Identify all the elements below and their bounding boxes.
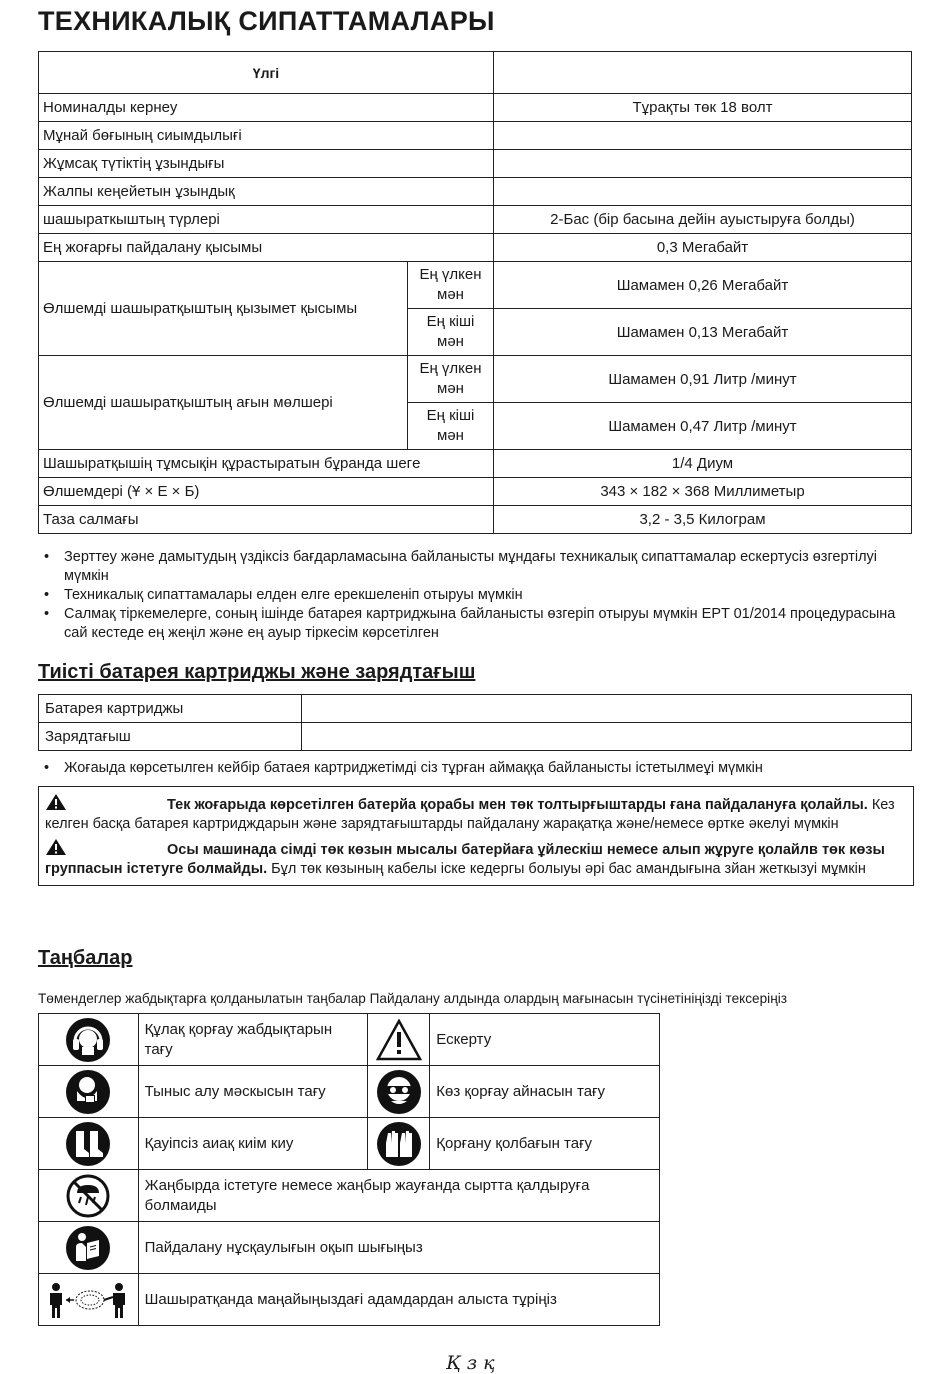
- spec-sub-label: Ең кіші мән: [408, 403, 494, 450]
- spec-label: Шашыратқышің тұмсықін құрастыратын бұранда шегe: [39, 450, 494, 478]
- warning-box: [38, 786, 914, 886]
- no-rain-icon: [65, 1173, 111, 1219]
- spec-label: Ең жоғарғы пайдалану қысымы: [39, 234, 494, 262]
- spec-sub-label: Ең кіші мән: [408, 309, 494, 356]
- spec-value: 0,3 Мегабайт: [494, 234, 912, 262]
- symbol-cell: [39, 1170, 139, 1222]
- ear-protection-icon: [65, 1017, 111, 1063]
- spec-value: [494, 150, 912, 178]
- safety-boots-icon: [65, 1121, 111, 1167]
- battery-table: [38, 694, 912, 751]
- warning-text: Бұл төк көзының кабелы іске кедергы болыуы әрі бас амандығына зйан жеткызуі мұмкін: [267, 861, 866, 877]
- page-title: ТЕХНИКАЛЫҚ СИПАТТАМАЛАРЫ: [38, 6, 495, 36]
- spec-label: Номиналды кернеу: [39, 94, 494, 122]
- symbol-text: Қауіпсіз аиақ киім киу: [138, 1118, 368, 1170]
- warning-paragraph: [45, 793, 909, 834]
- eye-protection-icon: [376, 1069, 422, 1115]
- spec-value: Шамамен 0,13 Мегабайт: [494, 309, 912, 356]
- spec-value: 1/4 Диум: [494, 450, 912, 478]
- battery-label: Батарея картриджы: [39, 695, 302, 723]
- warning-triangle-icon: [376, 1019, 422, 1061]
- spec-header-label: Үлгі: [39, 52, 494, 94]
- spec-table: [38, 51, 912, 534]
- warning-text: Кез келген басқа батарея картридждарын және зарядтағыштарды пайдалану жарақатқа және/немесе өртке әкелуі мүмкін: [45, 797, 895, 832]
- gloves-icon: [376, 1121, 422, 1167]
- warning-bold: Осы машинада сімді төк көзын мысалы батерйаға ұйлескіш немесе алып жұруге қолайлв төк көзы группасын істетуге болмайды.: [45, 842, 885, 877]
- spec-label: шашыраткыштың түрлері: [39, 206, 494, 234]
- symbol-text: Ескерту: [430, 1014, 660, 1066]
- warning-triangle-icon: [45, 838, 67, 856]
- spec-value: Тұрақты төк 18 волт: [494, 94, 912, 122]
- symbol-cell: [39, 1274, 139, 1326]
- symbol-text: Құлақ қорғау жабдықтарын тағу: [138, 1014, 368, 1066]
- symbol-cell: [368, 1118, 430, 1170]
- spec-label: Өлшемдері (Ұ × Е × Б): [39, 478, 494, 506]
- symbols-table: [38, 1013, 660, 1326]
- spec-value: Шамамен 0,91 Литр /минут: [494, 356, 912, 403]
- respirator-icon: [65, 1069, 111, 1115]
- spec-value: [494, 178, 912, 206]
- spec-sub-label: Ең үлкен мән: [408, 262, 494, 309]
- warning-paragraph: [45, 838, 909, 879]
- symbols-intro: Төмендеглер жабдықтарға қолданылатын таңбалар Пайдалану алдында олардың мағынасын түсінетініңізді тексеріңіз: [38, 991, 787, 1006]
- warning-triangle-icon: [45, 793, 67, 811]
- symbol-cell: [39, 1014, 139, 1066]
- spec-label: Таза салмағы: [39, 506, 494, 534]
- symbol-cell: [39, 1066, 139, 1118]
- list-item: • Техникалық сипаттамалары елден елге ерекшеленіп отыруы мүмкін: [38, 586, 912, 605]
- spec-sub-label: Ең үлкен мән: [408, 356, 494, 403]
- spec-label: Мұнай бөғының сиымдылығі: [39, 122, 494, 150]
- spec-label: Жалпы кеңейетын ұзындық: [39, 178, 494, 206]
- battery-label: Зарядтағыш: [39, 723, 302, 751]
- list-item: • Салмақ тіркемелерге, соның ішінде батарея картриджына байланысты өзгеріп отыруы мүмкін EPT 01/2014 процедурасына сай кестеде ең жеңіл және ең ауыр тіркесім көрсетілген: [38, 605, 912, 643]
- read-manual-icon: [65, 1225, 111, 1271]
- symbol-text: Көз қорғау айнасын тағу: [430, 1066, 660, 1118]
- battery-value: [302, 723, 912, 751]
- list-item: • Зерттеу және дамытудың үздіксіз бағдарламасына байланысты мұндағы техникалық сипаттамалар ескертусіз өзгертілуі мүмкін: [38, 548, 912, 586]
- symbols-heading: Таңбалар: [38, 947, 133, 969]
- symbol-cell: [39, 1222, 139, 1274]
- spec-header-value: [494, 52, 912, 94]
- symbol-cell: [39, 1118, 139, 1170]
- spec-label: Өлшемді шашыратқыштың ағын мөлшері: [39, 356, 408, 450]
- spec-notes: [38, 548, 912, 643]
- spec-value: Шамамен 0,47 Литр /минут: [494, 403, 912, 450]
- symbol-text: Пайдалану нұсқаулығын оқып шығыңыз: [138, 1222, 659, 1274]
- symbol-text: Жаңбырда істетуге немесе жаңбыр жауғанда сыртта қалдыруға болмаиды: [138, 1170, 659, 1222]
- spec-label: Өлшемді шашыратқыштың қызымет қысымы: [39, 262, 408, 356]
- keep-bystanders-away-icon: [46, 1280, 130, 1320]
- symbol-text: Шашыратқанда маңайыңыздағі адамдардан алыста тұріңіз: [138, 1274, 659, 1326]
- battery-value: [302, 695, 912, 723]
- symbol-cell: [368, 1066, 430, 1118]
- warning-bold: Тек жоғарыда көрсетілген батерйа қорабы мен төк толтырғыштарды ғана пайдалануға қолайлы.: [167, 797, 868, 813]
- battery-heading: Тиісті батарея картриджы және зарядтағыш: [38, 661, 476, 683]
- symbol-text: Тыныс алу мәскысын тағу: [138, 1066, 368, 1118]
- spec-value: 2-Бас (бір басына дейін ауыстыруға болды): [494, 206, 912, 234]
- list-item: • Жоғаыда көрсетылген кейбір батаея картриджетімді сіз тұрған аймаққа байланысты істетылмеұі мүмкін: [38, 759, 912, 778]
- spec-value: [494, 122, 912, 150]
- spec-label: Жұмсақ түтіктің ұзындығы: [39, 150, 494, 178]
- symbol-text: Қорғану қолбағын тағу: [430, 1118, 660, 1170]
- spec-value: 343 × 182 × 368 Миллиметыр: [494, 478, 912, 506]
- page-footer: Қзқ: [446, 1352, 501, 1374]
- battery-note: [38, 759, 912, 778]
- spec-value: Шамамен 0,26 Мегабайт: [494, 262, 912, 309]
- symbol-cell: [368, 1014, 430, 1066]
- spec-value: 3,2 - 3,5 Килограм: [494, 506, 912, 534]
